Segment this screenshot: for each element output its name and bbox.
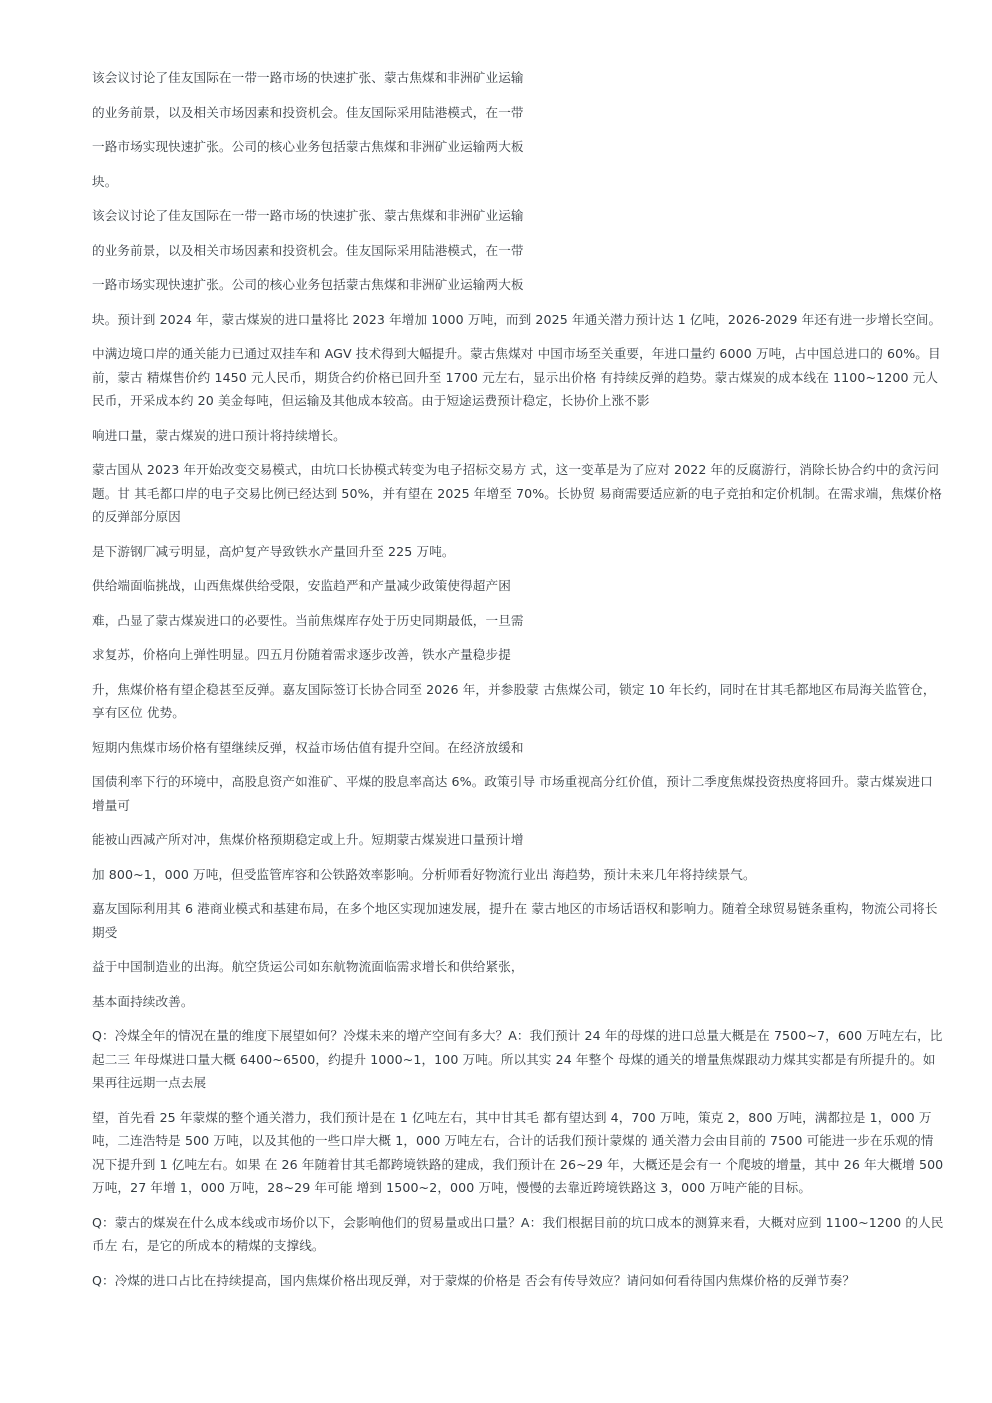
paragraph: 该会议讨论了佳友国际在一带一路市场的快速扩张、蒙古焦煤和非洲矿业运输 bbox=[92, 70, 524, 85]
paragraph: 求复苏，价格向上弹性明显。四五月份随着需求逐步改善，铁水产量稳步提 bbox=[92, 647, 511, 662]
paragraph: 升，焦煤价格有望企稳甚至反弹。嘉友国际签订长协合同至 2026 年，并参股蒙 古焦煤公司，锁定 10 年长约，同时在甘其毛都地区布局海关监管仓，享有区位 优势。 bbox=[92, 681, 936, 720]
paragraph: 国债利率下行的环境中，高股息资产如淮矿、平煤的股息率高达 6%。政策引导 市场重视高分红价值，预计二季度焦煤投资热度将回升。蒙古煤炭进口增量可 bbox=[92, 774, 933, 813]
paragraph: 短期内焦煤市场价格有望继续反弹，权益市场估值有提升空间。在经济放缓和 bbox=[92, 739, 524, 755]
paragraph: 加 800~1，000 万吨，但受监管库容和公铁路效率影响。分析师看好物流行业出 海趋势，预计未来几年将持续景气。 bbox=[92, 866, 756, 882]
paragraph: Q：蒙古的煤炭在什么成本线或市场价以下，会影响他们的贸易量或出口量？A：我们根据目前的坑口成本的测算来看，大概对应到 1100~1200 的人民币左 右，是它的所成本的精煤的支撑线。 bbox=[92, 1214, 944, 1253]
paragraph: 一路市场实现快速扩张。公司的核心业务包括蒙古焦煤和非洲矿业运输两大板 bbox=[92, 277, 524, 292]
paragraph: 该会议讨论了佳友国际在一带一路市场的快速扩张、蒙古焦煤和非洲矿业运输 bbox=[92, 208, 524, 223]
paragraph: 难，凸显了蒙古煤炭进口的必要性。当前焦煤库存处于历史同期最低，一旦需 bbox=[92, 612, 524, 628]
paragraph: Q：冷煤的进口占比在持续提高，国内焦煤价格出现反弹，对于蒙煤的价格是 否会有传导效应？请问如何看待国内焦煤价格的反弹节奏？ bbox=[92, 1272, 856, 1288]
paragraph: 块。预计到 2024 年，蒙古煤炭的进口量将比 2023 年增加 1000 万吨，而到 2025 年通关潜力预计达 1 亿吨，2026-2029 年还有进一步增长空间。 bbox=[92, 311, 942, 327]
paragraph: 是下游钢厂减亏明显，高炉复产导致铁水产量回升至 225 万吨。 bbox=[92, 543, 455, 559]
paragraph: 基本面持续改善。 bbox=[92, 993, 194, 1009]
paragraph: 块。 bbox=[92, 173, 118, 189]
paragraph: 望，首先看 25 年蒙煤的整个通关潜力，我们预计是在 1 亿吨左右，其中甘其毛 都有望达到 4，700 万吨，策克 2，800 万吨，满都拉是 1，000 万吨，二连浩特是 500 万吨，以及其他的一些口岸大概 1，000 万吨左右，合计的话我们预计蒙煤的 通关潜力会由目前的 7500 可能进一步在乐观的情况下提升到 1 亿吨左右。如果 在 26 年随着甘其毛都跨境铁路的建成，我们预计在 26~29 年，大概还是会有一 个爬坡的增量，其中 26 年大概增 500 万吨，27 年增 1，000 万吨，28~29 年可能 增到 1500~2，000 万吨，慢慢的去靠近跨境铁路这 3，000 万吨产能的目标。 bbox=[92, 1109, 944, 1195]
paragraph: 嘉友国际利用其 6 港商业模式和基建布局，在多个地区实现加速发展，提升在 蒙古地区的市场话语权和影响力。随着全球贸易链条重构，物流公司将长期受 bbox=[92, 901, 938, 940]
paragraph: 中满边境口岸的通关能力已通过双挂车和 AGV 技术得到大幅提升。蒙古焦煤对 中国市场至关重要，年进口量约 6000 万吨，占中国总进口的 60%。目前，蒙古 精煤售价约 1450 元人民币，期货合约价格已回升至 1700 元左右，显示出价格 有持续反弹的趋势。蒙古煤炭的成本线在 1100~1200 元人民币，开采成本约 20 美金每吨，但运输及其他成本较高。由于短途运费预计稳定，长协价上涨不影 bbox=[92, 346, 941, 408]
paragraph: 供给端面临挑战，山西焦煤供给受限，安监趋严和产量减少政策使得超产困 bbox=[92, 578, 511, 593]
paragraph: 益于中国制造业的出海。航空货运公司如东航物流面临需求增长和供给紧张， bbox=[92, 959, 524, 974]
paragraph: 蒙古国从 2023 年开始改变交易模式，由坑口长协模式转变为电子招标交易方 式，这一变革是为了应对 2022 年的反腐游行，消除长协合约中的贪污问题。甘 其毛都口岸的电子交易比例已经达到 50%，并有望在 2025 年增至 70%。长协贸 易商需要适应新的电子竞拍和定价机制。在需求端，焦煤价格的反弹部分原因 bbox=[92, 462, 942, 524]
paragraph: 能被山西减产所对冲，焦煤价格预期稳定或上升。短期蒙古煤炭进口量预计增 bbox=[92, 832, 524, 847]
paragraph: Q：冷煤全年的情况在量的维度下展望如何？冷煤未来的增产空间有多大？A：我们预计 24 年的母煤的进口总量大概是在 7500~7，600 万吨左右，比起二三 年母煤进口量大概 6400~6500，约提升 1000~1，100 万吨。所以其实 24 年整个 母煤的通关的增量焦煤跟动力煤其实都是有所提升的。如果再往远期一点去展 bbox=[92, 1028, 943, 1090]
paragraph: 的业务前景，以及相关市场因素和投资机会。佳友国际采用陆港模式，在一带 bbox=[92, 104, 524, 120]
paragraph: 的业务前景，以及相关市场因素和投资机会。佳友国际采用陆港模式，在一带 bbox=[92, 242, 524, 258]
paragraph: 响进口量，蒙古煤炭的进口预计将持续增长。 bbox=[92, 427, 346, 443]
document-body bbox=[92, 66, 944, 1303]
paragraph: 一路市场实现快速扩张。公司的核心业务包括蒙古焦煤和非洲矿业运输两大板 bbox=[92, 139, 524, 154]
